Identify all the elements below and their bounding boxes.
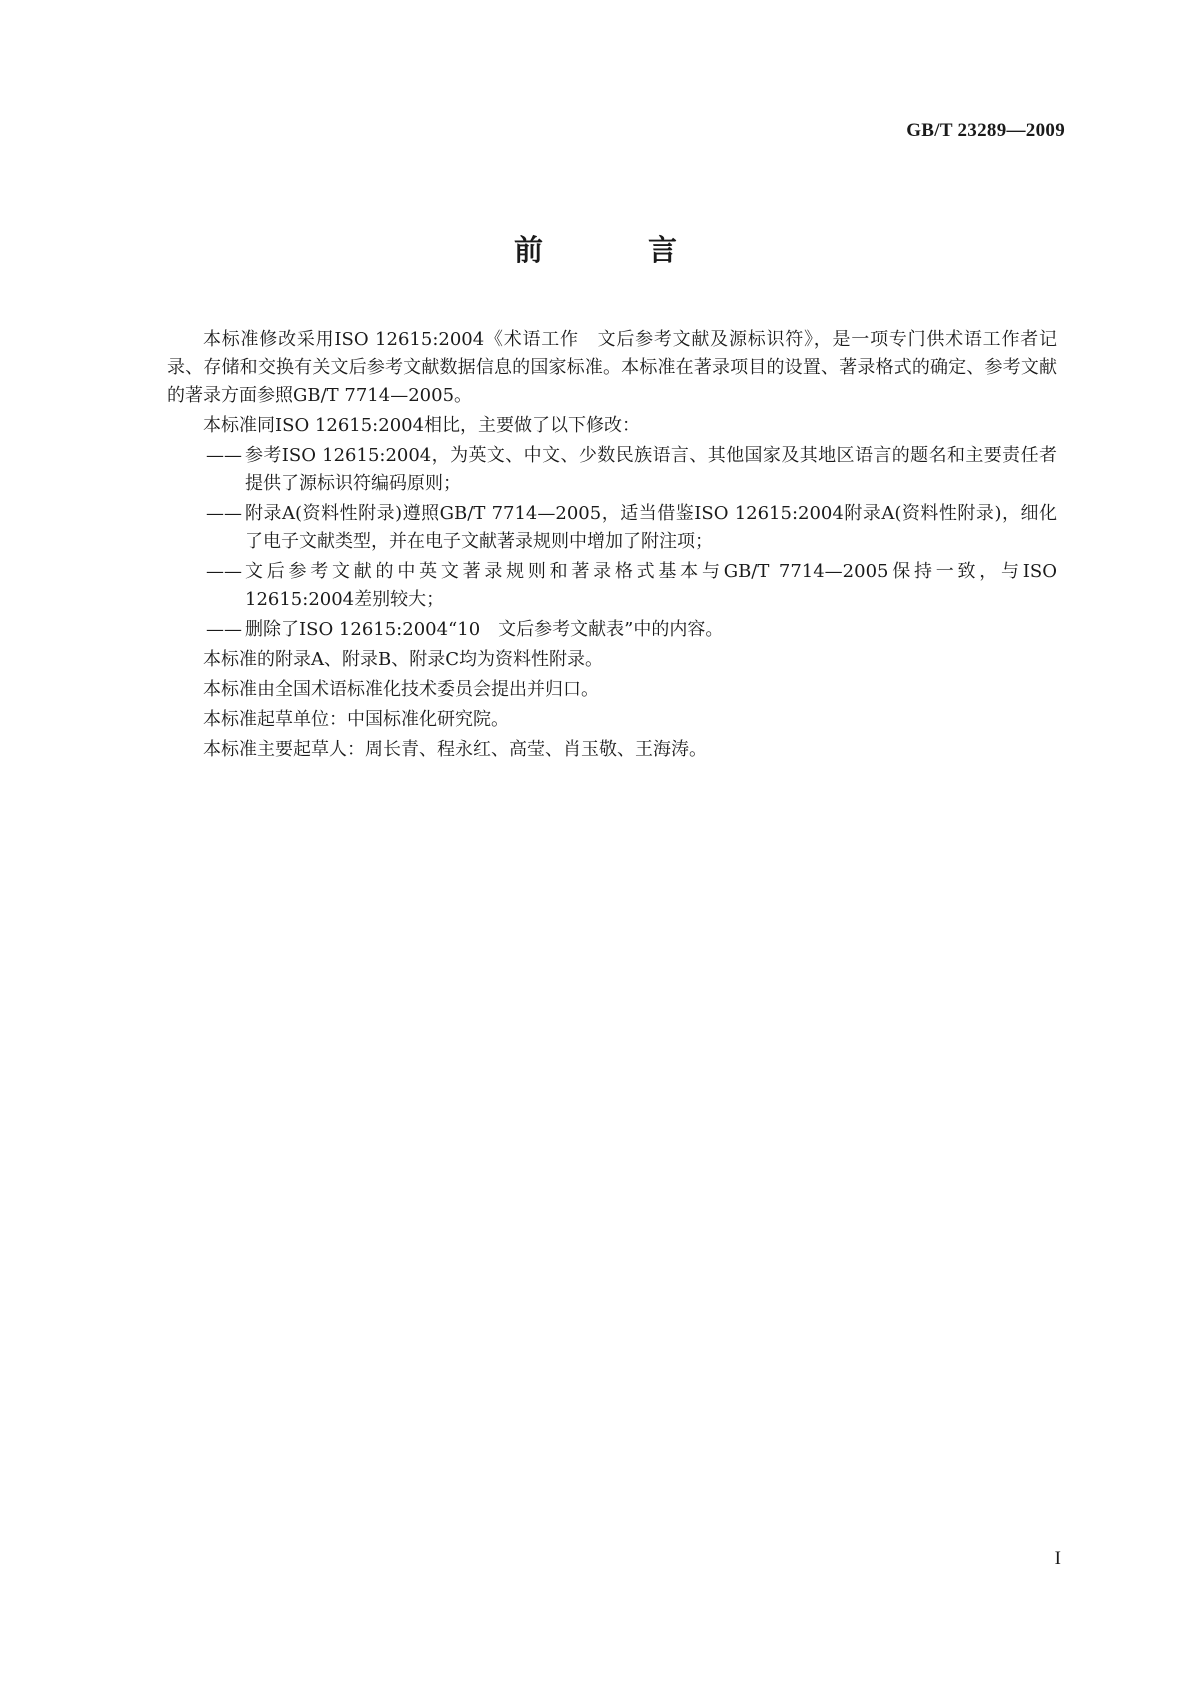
page-number: I bbox=[1054, 1548, 1061, 1569]
list-item-text: 删除了ISO 12615:2004“10 文后参考文献表”中的内容。 bbox=[245, 619, 724, 640]
list-dash: —— bbox=[206, 503, 242, 524]
standard-code: GB/T 23289—2009 bbox=[906, 120, 1065, 141]
foreword-body bbox=[167, 326, 1057, 766]
page-title: 前 言 bbox=[513, 233, 715, 267]
list-item-text: 参考ISO 12615:2004，为英文、中文、少数民族语言、其他国家及其地区语言的题名和主要责任者提供了源标识符编码原则； bbox=[245, 445, 1057, 494]
list-item-text: 文后参考文献的中英文著录规则和著录格式基本与GB/T 7714—2005保持一致，与ISO 12615:2004差别较大； bbox=[245, 561, 1057, 610]
list-dash: —— bbox=[206, 561, 242, 582]
appendix-note: 本标准的附录A、附录B、附录C均为资料性附录。 bbox=[203, 649, 603, 670]
modifications-intro: 本标准同ISO 12615:2004相比，主要做了以下修改： bbox=[203, 415, 641, 436]
intro-paragraph: 本标准修改采用ISO 12615:2004《术语工作 文后参考文献及源标识符》，是一项专门供术语工作者记录、存储和交换有关文后参考文献数据信息的国家标准。本标准在著录项目的设置、著录格式的确定、参考文献的著录方面参照GB/T 7714—2005。 bbox=[167, 329, 1057, 406]
list-item bbox=[206, 442, 1057, 498]
list-item bbox=[206, 616, 1057, 644]
list-dash: —— bbox=[206, 445, 242, 466]
committee-note: 本标准由全国术语标准化技术委员会提出并归口。 bbox=[203, 679, 599, 700]
drafters: 本标准主要起草人：周长青、程永红、高莹、肖玉敬、王海涛。 bbox=[203, 739, 707, 760]
list-dash: —— bbox=[206, 619, 242, 640]
modifications-list bbox=[167, 442, 1057, 644]
list-item-text: 附录A(资料性附录)遵照GB/T 7714—2005，适当借鉴ISO 12615:2004附录A(资料性附录)，细化了电子文献类型，并在电子文献著录规则中增加了附注项； bbox=[245, 503, 1057, 552]
list-item bbox=[206, 500, 1057, 556]
list-item bbox=[206, 558, 1057, 614]
drafting-unit: 本标准起草单位：中国标准化研究院。 bbox=[203, 709, 509, 730]
